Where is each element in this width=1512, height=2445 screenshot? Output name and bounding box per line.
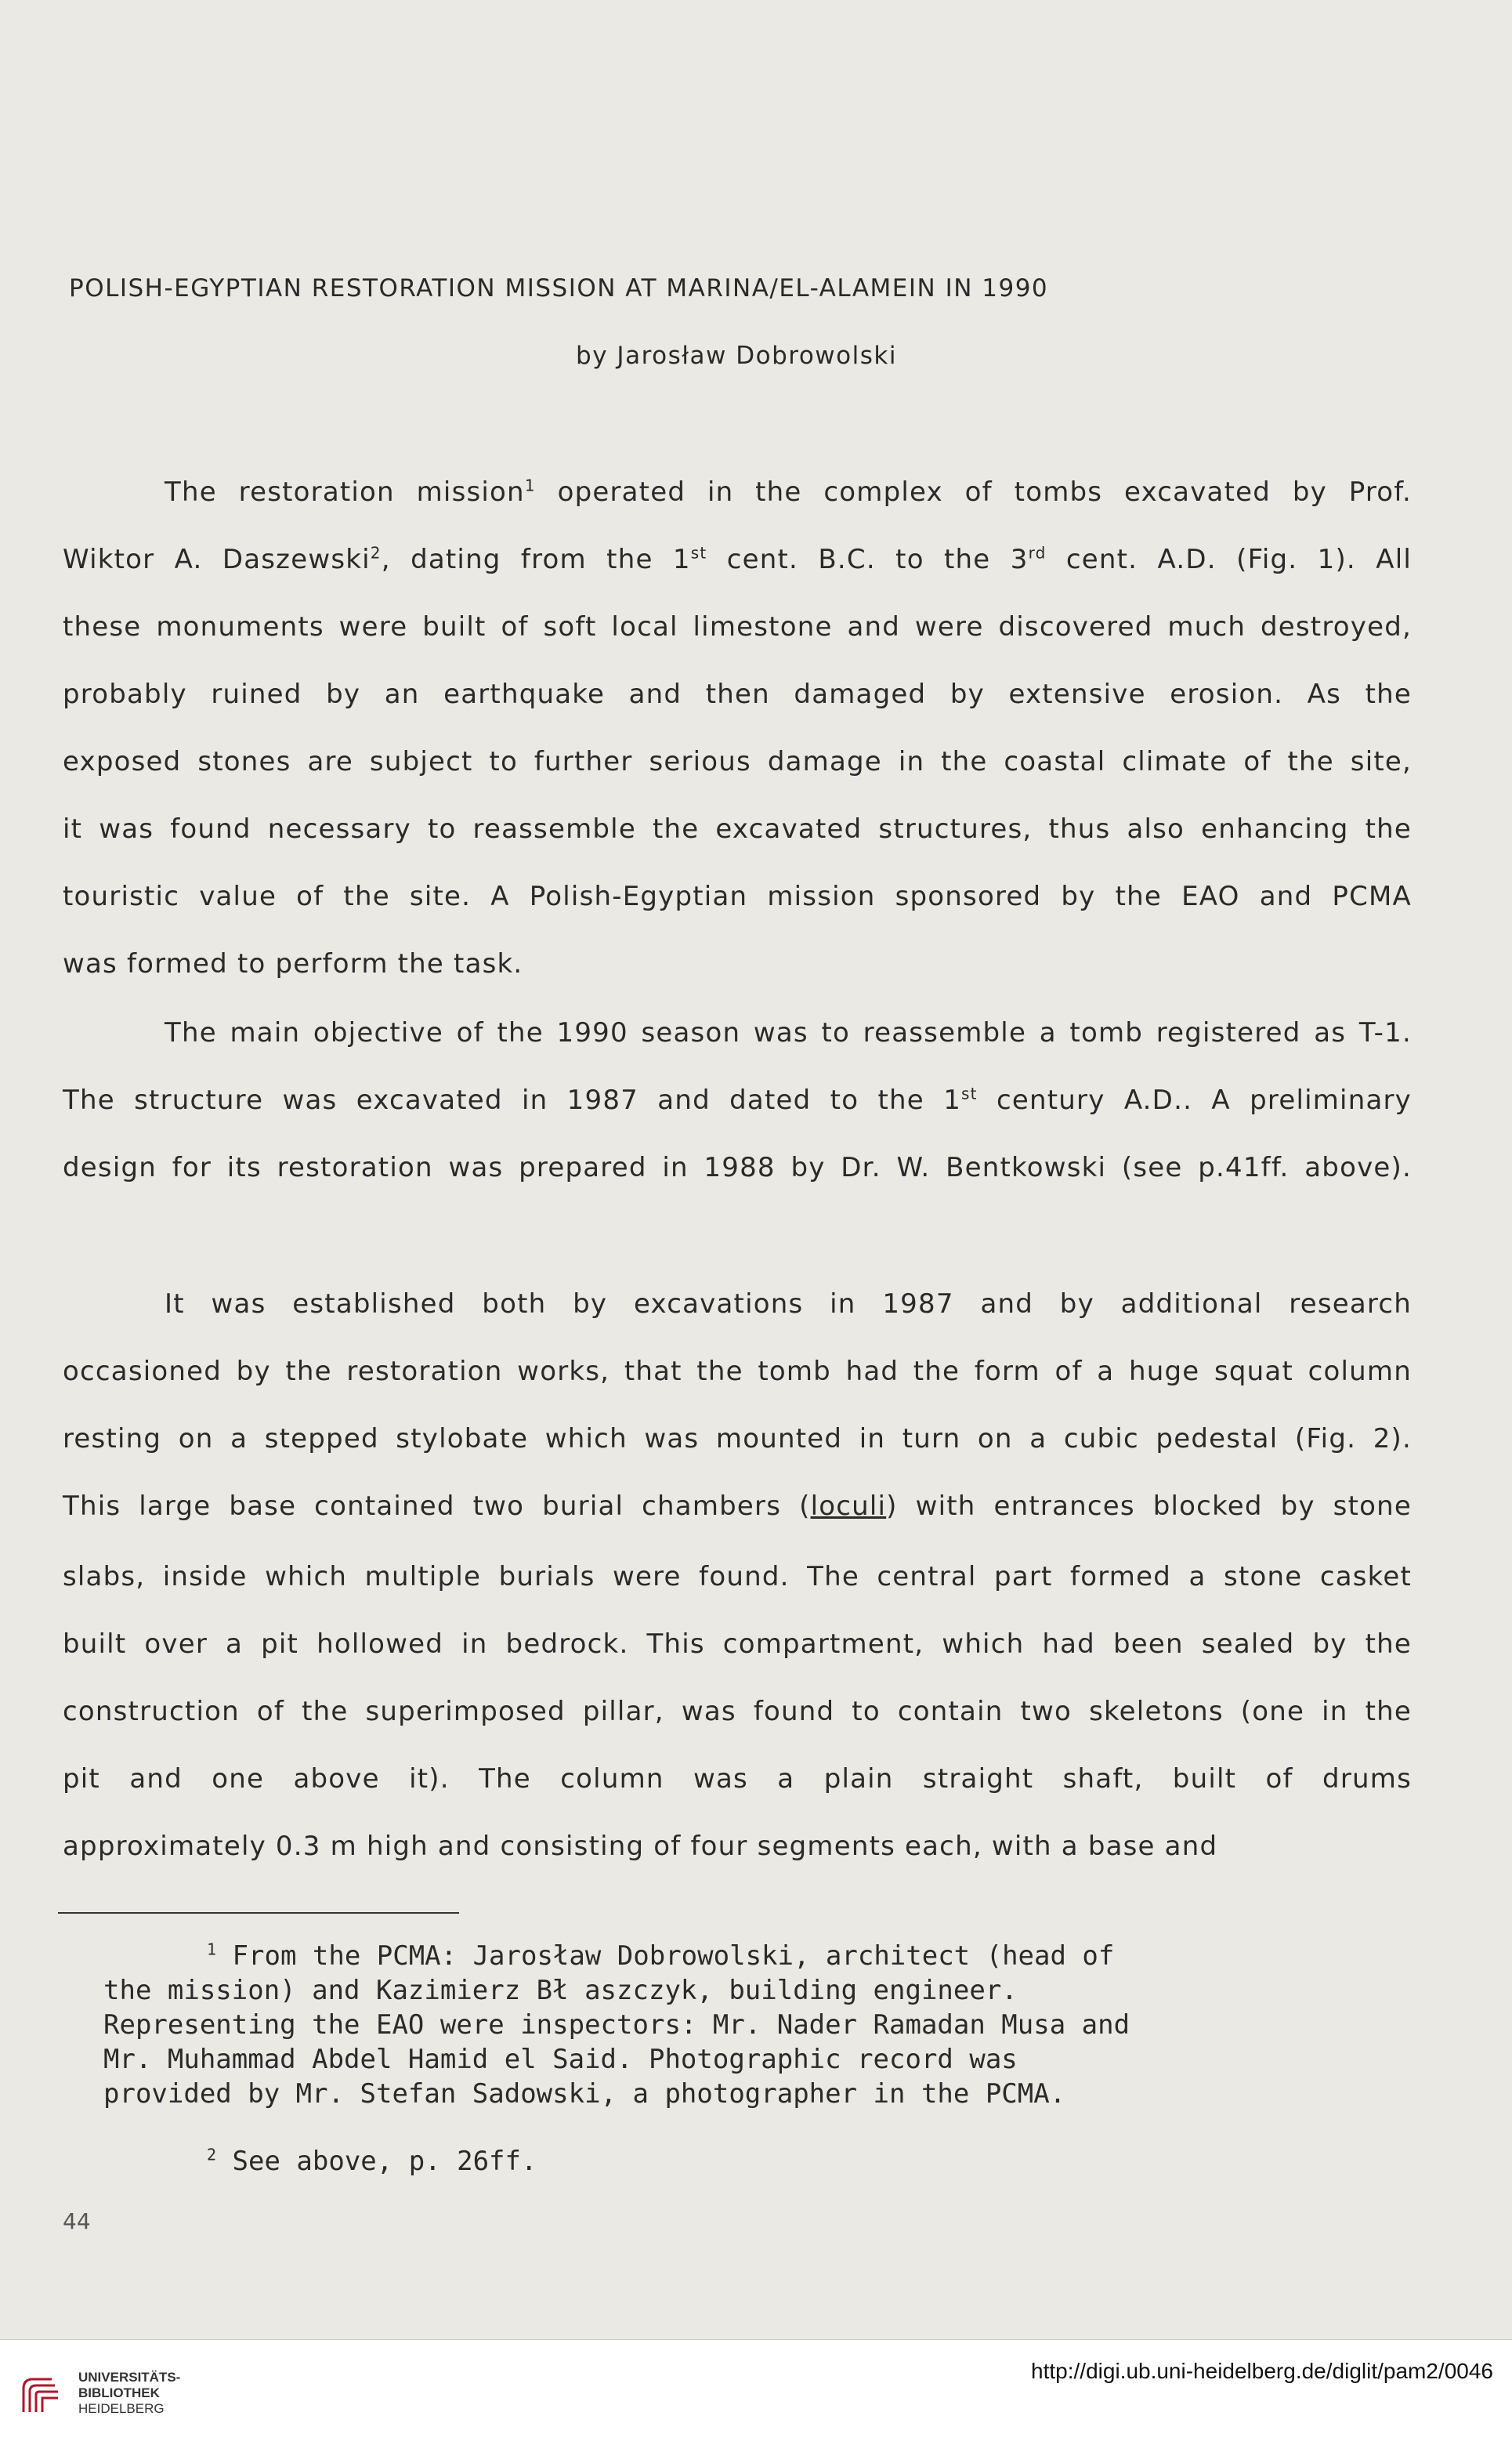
paragraph-3-line: This large base contained two burial chambers (loculi) with entrances blocked by stone [63,1491,1412,1522]
article-title: POLISH-EGYPTIAN RESTORATION MISSION AT MARINA/EL-ALAMEIN IN 1990 [69,274,1049,302]
paragraph-1-line: was formed to perform the task. [63,948,523,980]
paragraph-1-line: probably ruined by an earthquake and then damaged by extensive erosion. As the [63,679,1412,710]
paragraph-2-line: The structure was excavated in 1987 and dated to the 1st century A.D.. A preliminary [63,1084,1412,1116]
footnote-ref-1[interactable]: 1 [524,476,536,495]
paragraph-2-line: design for its restoration was prepared in 1988 by Dr. W. Bentkowski (see p.41ff. above). [63,1152,1412,1183]
paragraph-3-line: construction of the superimposed pillar, was found to contain two skeletons (one in the [63,1696,1412,1727]
footnote-1-marker: 1 [207,1940,217,1959]
byline: by Jarosław Dobrowolski [576,342,897,370]
paragraph-3-line: approximately 0.3 m high and consisting of four segments each, with a base and [63,1831,1218,1862]
paragraph-3-line: slabs, inside which multiple burials were found. The central part formed a stone casket [63,1561,1412,1592]
paragraph-3-line: It was established both by excavations in 1987 and by additional research [165,1288,1412,1320]
library-logo-icon [17,2371,64,2418]
loculi-term: loculi [810,1491,887,1522]
footnote-1-line: Mr. Muhammad Abdel Hamid el Said. Photographic record was [103,2044,1018,2075]
paragraph-1-line: these monuments were built of soft local limestone and were discovered much destroyed, [63,611,1412,643]
paragraph-2-line: The main objective of the 1990 season was to reassemble a tomb registered as T-1. [165,1017,1412,1049]
paragraph-1-line: touristic value of the site. A Polish-Egyptian mission sponsored by the EAO and PCMA [63,881,1412,912]
footnote-2-marker: 2 [207,2145,217,2164]
paragraph-3-line: resting on a stepped stylobate which was mounted in turn on a cubic pedestal (Fig. 2). [63,1423,1412,1454]
paragraph-1-line: it was found necessary to reassemble the excavated structures, thus also enhancing the [63,813,1412,845]
paragraph-1-line: Wiktor A. Daszewski$^2$, dating from the 1st cent. B.C. to the 3rd cent. A.D. (Fig. 1). All [63,543,1412,575]
paragraph-3-line: pit and one above it). The column was a plain straight shaft, built of drums [63,1763,1412,1795]
paragraph-3-line: built over a pit hollowed in bedrock. This compartment, which had been sealed by the [63,1628,1412,1660]
paragraph-1-line: exposed stones are subject to further serious damage in the coastal climate of the site, [63,746,1412,777]
paragraph-3-line: occasioned by the restoration works, that the tomb had the form of a huge squat column [63,1356,1412,1387]
paragraph-1-line: The restoration mission$^1$ operated in the complex of tombs excavated by Prof. [165,476,1412,508]
footnote-2: $^2$ See above, p. 26ff. [207,2145,537,2177]
footnote-1-line: provided by Mr. Stefan Sadowski, a photographer in the PCMA. [103,2078,1066,2110]
library-name: UNIVERSITÄTS- BIBLIOTHEK HEIDELBERG [78,2370,181,2416]
footnote-ref-2[interactable]: 2 [370,543,382,563]
viewer-footer [0,2339,1512,2445]
source-url-link[interactable]: http://digi.ub.uni-heidelberg.de/diglit/pam2/0046 [1031,2359,1493,2383]
footnote-1: $^1$ From the PCMA: Jarosław Dobrowolski, architect (head of [207,1940,1115,1972]
footnote-1-line: the mission) and Kazimierz Bł aszczyk, building engineer. [103,1975,1018,2006]
footnote-1-line: Representing the EAO were inspectors: Mr. Nader Ramadan Musa and [103,2009,1130,2041]
page-number: 44 [63,2208,91,2234]
footnote-divider [58,1912,459,1914]
